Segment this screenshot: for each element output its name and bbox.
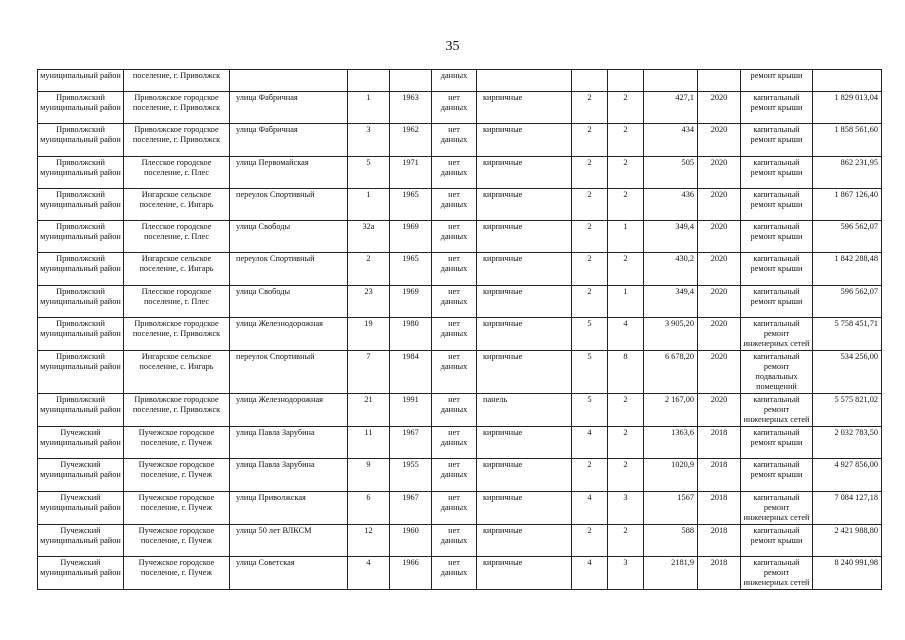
- table-row: [38, 156, 882, 188]
- cell-repair-year: 2018: [698, 524, 741, 556]
- cell-repair-year: 2020: [698, 351, 741, 394]
- cell-entrances: 2: [608, 124, 644, 156]
- table-row: [38, 253, 882, 285]
- cell-repair-type: капитальный ремонт инженерных сетей: [741, 491, 813, 524]
- table-row: [38, 221, 882, 253]
- cell-house-number: 11: [348, 427, 390, 459]
- cell-house-number: 4: [348, 556, 390, 589]
- cell-house-number: 1: [348, 188, 390, 220]
- cell-district: Приволжский муниципальный район: [38, 124, 124, 156]
- cell-entrances: 2: [608, 92, 644, 124]
- cell-wall-material: кирпичные: [477, 253, 572, 285]
- cell-repair-type: капитальный ремонт крыши: [741, 459, 813, 491]
- cell-year-built: 1965: [390, 253, 432, 285]
- cell-area: 2181,9: [644, 556, 698, 589]
- cell-repair-year: 2020: [698, 394, 741, 427]
- cell-house-number: 9: [348, 459, 390, 491]
- cell-settlement: Пучежское городское поселение, г. Пучеж: [124, 491, 230, 524]
- cell-data-status: нет данных: [432, 92, 477, 124]
- cell-data-status: нет данных: [432, 427, 477, 459]
- table-row: [38, 556, 882, 589]
- cell-year-built: 1971: [390, 156, 432, 188]
- cell-repair-year: 2020: [698, 124, 741, 156]
- cell-settlement: Пучежское городское поселение, г. Пучеж: [124, 524, 230, 556]
- cell-repair-year: 2020: [698, 285, 741, 317]
- table-row: [38, 491, 882, 524]
- cell-area: 3 905,20: [644, 318, 698, 351]
- cell-area: 505: [644, 156, 698, 188]
- cell-data-status: нет данных: [432, 253, 477, 285]
- cell-floors: 2: [572, 524, 608, 556]
- cell-street: [230, 70, 348, 92]
- cell-area: 1020,9: [644, 459, 698, 491]
- cell-area: 349,4: [644, 285, 698, 317]
- cell-district: Пучежский муниципальный район: [38, 459, 124, 491]
- table-row: [38, 427, 882, 459]
- cell-house-number: 1: [348, 92, 390, 124]
- cell-year-built: 1965: [390, 188, 432, 220]
- cell-repair-type: капитальный ремонт крыши: [741, 221, 813, 253]
- cell-area: 588: [644, 524, 698, 556]
- cell-area: 6 678,20: [644, 351, 698, 394]
- cell-data-status: нет данных: [432, 524, 477, 556]
- cell-district: Приволжский муниципальный район: [38, 351, 124, 394]
- cell-floors: 2: [572, 92, 608, 124]
- cell-street: переулок Спортивный: [230, 351, 348, 394]
- cell-wall-material: кирпичные: [477, 92, 572, 124]
- cell-floors: 5: [572, 394, 608, 427]
- cell-area: 436: [644, 188, 698, 220]
- cell-cost: 7 084 127,18: [813, 491, 882, 524]
- cell-wall-material: кирпичные: [477, 351, 572, 394]
- cell-repair-year: 2018: [698, 491, 741, 524]
- cell-area: 349,4: [644, 221, 698, 253]
- table-row: [38, 92, 882, 124]
- cell-cost: 1 867 126,40: [813, 188, 882, 220]
- cell-district: муниципальный район: [38, 70, 124, 92]
- cell-district: Приволжский муниципальный район: [38, 92, 124, 124]
- cell-year-built: 1960: [390, 524, 432, 556]
- cell-settlement: Плесское городское поселение, г. Плес: [124, 285, 230, 317]
- table-row: [38, 351, 882, 394]
- cell-house-number: 7: [348, 351, 390, 394]
- cell-street: улица Первомайская: [230, 156, 348, 188]
- cell-settlement: Приволжское городское поселение, г. Приволжск: [124, 318, 230, 351]
- cell-data-status: нет данных: [432, 459, 477, 491]
- cell-repair-year: 2018: [698, 459, 741, 491]
- cell-year-built: 1955: [390, 459, 432, 491]
- cell-district: Пучежский муниципальный район: [38, 556, 124, 589]
- cell-settlement: Пучежское городское поселение, г. Пучеж: [124, 427, 230, 459]
- cell-district: Приволжский муниципальный район: [38, 285, 124, 317]
- table-row: [38, 124, 882, 156]
- cell-year-built: 1969: [390, 221, 432, 253]
- cell-wall-material: панель: [477, 394, 572, 427]
- cell-cost: 8 240 991,98: [813, 556, 882, 589]
- cell-year-built: 1969: [390, 285, 432, 317]
- cell-year-built: 1962: [390, 124, 432, 156]
- cell-settlement: Приволжское городское поселение, г. Приволжск: [124, 92, 230, 124]
- cell-entrances: 1: [608, 221, 644, 253]
- cell-data-status: нет данных: [432, 188, 477, 220]
- cell-repair-year: 2018: [698, 556, 741, 589]
- cell-district: Приволжский муниципальный район: [38, 394, 124, 427]
- cell-entrances: 2: [608, 524, 644, 556]
- cell-repair-type: капитальный ремонт крыши: [741, 92, 813, 124]
- cell-street: улица Советская: [230, 556, 348, 589]
- cell-repair-type: капитальный ремонт крыши: [741, 124, 813, 156]
- cell-house-number: 21: [348, 394, 390, 427]
- cell-street: переулок Спортивный: [230, 188, 348, 220]
- cell-street: улица Приволжская: [230, 491, 348, 524]
- cell-wall-material: кирпичные: [477, 221, 572, 253]
- cell-repair-year: 2020: [698, 318, 741, 351]
- cell-repair-type: капитальный ремонт крыши: [741, 188, 813, 220]
- cell-data-status: нет данных: [432, 491, 477, 524]
- cell-street: улица 50 лет ВЛКСМ: [230, 524, 348, 556]
- cell-floors: 2: [572, 124, 608, 156]
- cell-floors: 4: [572, 491, 608, 524]
- cell-district: Пучежский муниципальный район: [38, 524, 124, 556]
- cell-cost: 5 758 451,71: [813, 318, 882, 351]
- cell-year-built: 1967: [390, 491, 432, 524]
- cell-floors: 4: [572, 556, 608, 589]
- cell-wall-material: кирпичные: [477, 188, 572, 220]
- cell-settlement: Ингарское сельское поселение, с. Ингарь: [124, 188, 230, 220]
- cell-floors: 4: [572, 427, 608, 459]
- cell-year-built: 1991: [390, 394, 432, 427]
- cell-cost: 596 562,07: [813, 221, 882, 253]
- cell-cost: 1 842 288,48: [813, 253, 882, 285]
- cell-entrances: 2: [608, 188, 644, 220]
- cell-floors: [572, 70, 608, 92]
- table-row: [38, 524, 882, 556]
- cell-cost: [813, 70, 882, 92]
- cell-settlement: Пучежское городское поселение, г. Пучеж: [124, 556, 230, 589]
- cell-repair-year: 2020: [698, 188, 741, 220]
- cell-data-status: нет данных: [432, 351, 477, 394]
- cell-repair-type: капитальный ремонт крыши: [741, 156, 813, 188]
- cell-street: улица Фабричная: [230, 124, 348, 156]
- cell-wall-material: кирпичные: [477, 491, 572, 524]
- cell-house-number: 23: [348, 285, 390, 317]
- cell-district: Пучежский муниципальный район: [38, 427, 124, 459]
- cell-street: переулок Спортивный: [230, 253, 348, 285]
- cell-house-number: [348, 70, 390, 92]
- cell-area: 1363,6: [644, 427, 698, 459]
- cell-wall-material: кирпичные: [477, 427, 572, 459]
- cell-entrances: 8: [608, 351, 644, 394]
- cell-house-number: 32а: [348, 221, 390, 253]
- table-row: [38, 70, 882, 92]
- cell-street: улица Павла Зарубина: [230, 459, 348, 491]
- cell-repair-year: 2020: [698, 221, 741, 253]
- cell-repair-type: капитальный ремонт инженерных сетей: [741, 394, 813, 427]
- cell-repair-type: капитальный ремонт крыши: [741, 427, 813, 459]
- cell-year-built: 1966: [390, 556, 432, 589]
- cell-entrances: 3: [608, 556, 644, 589]
- table-row: [38, 285, 882, 317]
- cell-floors: 5: [572, 351, 608, 394]
- cell-repair-type: капитальный ремонт инженерных сетей: [741, 318, 813, 351]
- cell-settlement: Пучежское городское поселение, г. Пучеж: [124, 459, 230, 491]
- cell-data-status: нет данных: [432, 318, 477, 351]
- cell-floors: 2: [572, 156, 608, 188]
- cell-data-status: нет данных: [432, 556, 477, 589]
- cell-wall-material: кирпичные: [477, 556, 572, 589]
- cell-wall-material: кирпичные: [477, 156, 572, 188]
- housing-repair-table: [37, 69, 882, 590]
- cell-cost: 5 575 821,02: [813, 394, 882, 427]
- cell-data-status: нет данных: [432, 285, 477, 317]
- cell-repair-type: капитальный ремонт крыши: [741, 524, 813, 556]
- cell-settlement: Приволжское городское поселение, г. Приволжск: [124, 394, 230, 427]
- cell-house-number: 3: [348, 124, 390, 156]
- cell-street: улица Павла Зарубина: [230, 427, 348, 459]
- cell-area: 434: [644, 124, 698, 156]
- cell-settlement: Ингарское сельское поселение, с. Ингарь: [124, 253, 230, 285]
- cell-year-built: 1980: [390, 318, 432, 351]
- cell-data-status: нет данных: [432, 156, 477, 188]
- cell-cost: 1 829 013,04: [813, 92, 882, 124]
- table-row: [38, 394, 882, 427]
- page-number: 35: [445, 39, 460, 54]
- cell-entrances: 3: [608, 491, 644, 524]
- cell-area: 427,1: [644, 92, 698, 124]
- cell-district: Приволжский муниципальный район: [38, 253, 124, 285]
- cell-year-built: [390, 70, 432, 92]
- cell-district: Приволжский муниципальный район: [38, 156, 124, 188]
- cell-wall-material: кирпичные: [477, 285, 572, 317]
- cell-floors: 2: [572, 459, 608, 491]
- cell-entrances: [608, 70, 644, 92]
- cell-street: улица Железнодорожная: [230, 318, 348, 351]
- cell-year-built: 1967: [390, 427, 432, 459]
- cell-repair-type: капитальный ремонт подвальных помещений: [741, 351, 813, 394]
- cell-area: [644, 70, 698, 92]
- cell-settlement: Ингарское сельское поселение, с. Ингарь: [124, 351, 230, 394]
- cell-floors: 2: [572, 188, 608, 220]
- cell-repair-year: [698, 70, 741, 92]
- cell-repair-year: 2020: [698, 92, 741, 124]
- cell-floors: 5: [572, 318, 608, 351]
- cell-cost: 534 256,00: [813, 351, 882, 394]
- cell-settlement: Приволжское городское поселение, г. Приволжск: [124, 124, 230, 156]
- cell-wall-material: [477, 70, 572, 92]
- cell-data-status: нет данных: [432, 221, 477, 253]
- cell-repair-type: ремонт крыши: [741, 70, 813, 92]
- cell-cost: 1 858 561,60: [813, 124, 882, 156]
- cell-house-number: 6: [348, 491, 390, 524]
- cell-cost: 596 562,07: [813, 285, 882, 317]
- table-row: [38, 318, 882, 351]
- table-row: [38, 459, 882, 491]
- cell-house-number: 19: [348, 318, 390, 351]
- cell-data-status: нет данных: [432, 124, 477, 156]
- cell-cost: 862 231,95: [813, 156, 882, 188]
- cell-repair-type: капитальный ремонт крыши: [741, 253, 813, 285]
- cell-area: 1567: [644, 491, 698, 524]
- cell-floors: 2: [572, 285, 608, 317]
- cell-house-number: 5: [348, 156, 390, 188]
- cell-street: улица Свободы: [230, 285, 348, 317]
- cell-area: 430,2: [644, 253, 698, 285]
- cell-year-built: 1963: [390, 92, 432, 124]
- cell-entrances: 2: [608, 394, 644, 427]
- cell-repair-type: капитальный ремонт крыши: [741, 285, 813, 317]
- cell-repair-year: 2018: [698, 427, 741, 459]
- cell-entrances: 2: [608, 156, 644, 188]
- cell-street: улица Железнодорожная: [230, 394, 348, 427]
- cell-district: Приволжский муниципальный район: [38, 318, 124, 351]
- cell-floors: 2: [572, 253, 608, 285]
- cell-entrances: 2: [608, 253, 644, 285]
- cell-repair-type: капитальный ремонт инженерных сетей: [741, 556, 813, 589]
- cell-wall-material: кирпичные: [477, 318, 572, 351]
- cell-house-number: 2: [348, 253, 390, 285]
- table-body: [38, 70, 882, 590]
- cell-entrances: 2: [608, 459, 644, 491]
- cell-house-number: 12: [348, 524, 390, 556]
- cell-repair-year: 2020: [698, 156, 741, 188]
- cell-district: Приволжский муниципальный район: [38, 188, 124, 220]
- cell-settlement: Плесское городское поселение, г. Плес: [124, 221, 230, 253]
- table-row: [38, 188, 882, 220]
- cell-data-status: нет данных: [432, 394, 477, 427]
- cell-cost: 2 421 988,80: [813, 524, 882, 556]
- cell-data-status: данных: [432, 70, 477, 92]
- cell-street: улица Свободы: [230, 221, 348, 253]
- cell-entrances: 2: [608, 427, 644, 459]
- cell-street: улица Фабричная: [230, 92, 348, 124]
- cell-entrances: 4: [608, 318, 644, 351]
- cell-floors: 2: [572, 221, 608, 253]
- cell-repair-year: 2020: [698, 253, 741, 285]
- cell-year-built: 1984: [390, 351, 432, 394]
- cell-cost: 2 032 783,50: [813, 427, 882, 459]
- cell-entrances: 1: [608, 285, 644, 317]
- cell-settlement: Плесское городское поселение, г. Плес: [124, 156, 230, 188]
- cell-wall-material: кирпичные: [477, 124, 572, 156]
- cell-wall-material: кирпичные: [477, 524, 572, 556]
- cell-district: Пучежский муниципальный район: [38, 491, 124, 524]
- cell-area: 2 167,00: [644, 394, 698, 427]
- cell-wall-material: кирпичные: [477, 459, 572, 491]
- cell-settlement: поселение, г. Приволжск: [124, 70, 230, 92]
- cell-cost: 4 927 856,00: [813, 459, 882, 491]
- cell-district: Приволжский муниципальный район: [38, 221, 124, 253]
